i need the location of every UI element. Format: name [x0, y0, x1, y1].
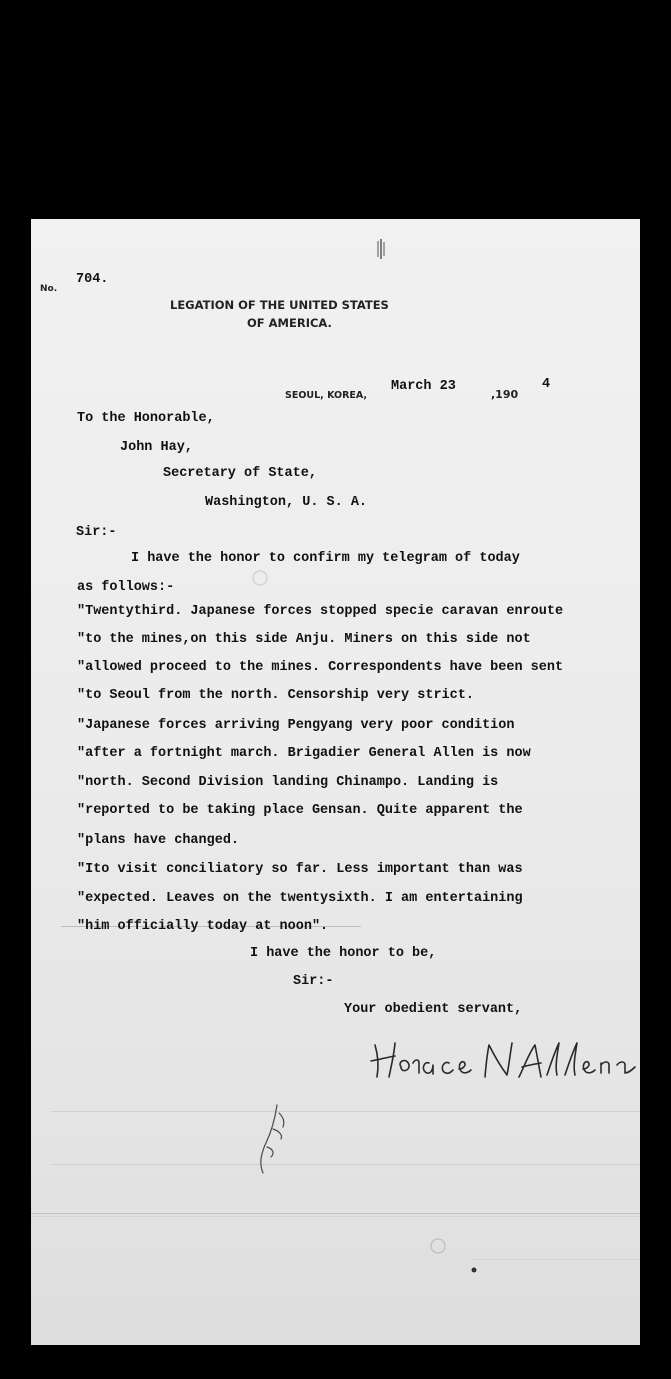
body-line: I have the honor to confirm my telegram of today [131, 551, 520, 566]
ink-dot-icon [469, 1265, 479, 1275]
body-line: "after a fortnight march. Brigadier General Allen is now [77, 746, 531, 761]
body-line: "Twentythird. Japanese forces stopped specie caravan enroute [77, 604, 564, 619]
body-line: "north. Second Division landing Chinampo. Landing is [77, 775, 499, 790]
address-line-1: To the Honorable, [77, 411, 215, 426]
paper-spot-icon [427, 1235, 449, 1257]
handwritten-signature [369, 1037, 640, 1082]
paper-rule-line [31, 1216, 640, 1217]
body-line: "Japanese forces arriving Pengyang very poor condition [77, 718, 515, 733]
body-line: "expected. Leaves on the twentysixth. I am entertaining [77, 891, 523, 906]
year-prefix: ,190 [491, 388, 519, 401]
closing-line-2: Sir:- [293, 974, 334, 989]
letter-date: March 23 [391, 379, 456, 394]
year-suffix: 4 [542, 377, 551, 392]
body-line: "Ito visit conciliatory so far. Less important than was [77, 862, 523, 877]
body-line: "to the mines,on this side Anju. Miners on this side not [77, 632, 531, 647]
body-line: "plans have changed. [77, 833, 240, 848]
dispatch-number: 704. [76, 272, 109, 287]
paper-rule-line [51, 1111, 640, 1112]
body-line: as follows:- [77, 580, 175, 595]
paper-rule-line [471, 1259, 640, 1260]
body-line: "allowed proceed to the mines. Correspondents have been sent [77, 660, 564, 675]
letter-page [31, 219, 640, 1345]
number-label: No. [40, 284, 58, 294]
paper-spot-icon [249, 567, 271, 589]
closing-line-3: Your obedient servant, [344, 1002, 523, 1017]
salutation: Sir:- [76, 525, 117, 540]
address-line-4: Washington, U. S. A. [205, 495, 368, 510]
letterhead-line-1: LEGATION OF THE UNITED STATES [170, 298, 389, 312]
body-line: "him officially today at noon". [77, 919, 329, 934]
place-of-writing: SEOUL, KOREA, [285, 390, 368, 401]
pencil-scribble-icon [253, 1099, 298, 1179]
address-line-2: John Hay, [120, 440, 193, 455]
archive-mark-icon [375, 239, 389, 259]
paper-rule-line [51, 1164, 640, 1165]
body-line: "to Seoul from the north. Censorship very strict. [77, 688, 474, 703]
letterhead-line-2: OF AMERICA. [247, 316, 332, 330]
closing-line-1: I have the honor to be, [250, 946, 437, 961]
body-line: "reported to be taking place Gensan. Quite apparent the [77, 803, 523, 818]
address-line-3: Secretary of State, [163, 466, 317, 481]
paper-rule-line [31, 1213, 640, 1214]
